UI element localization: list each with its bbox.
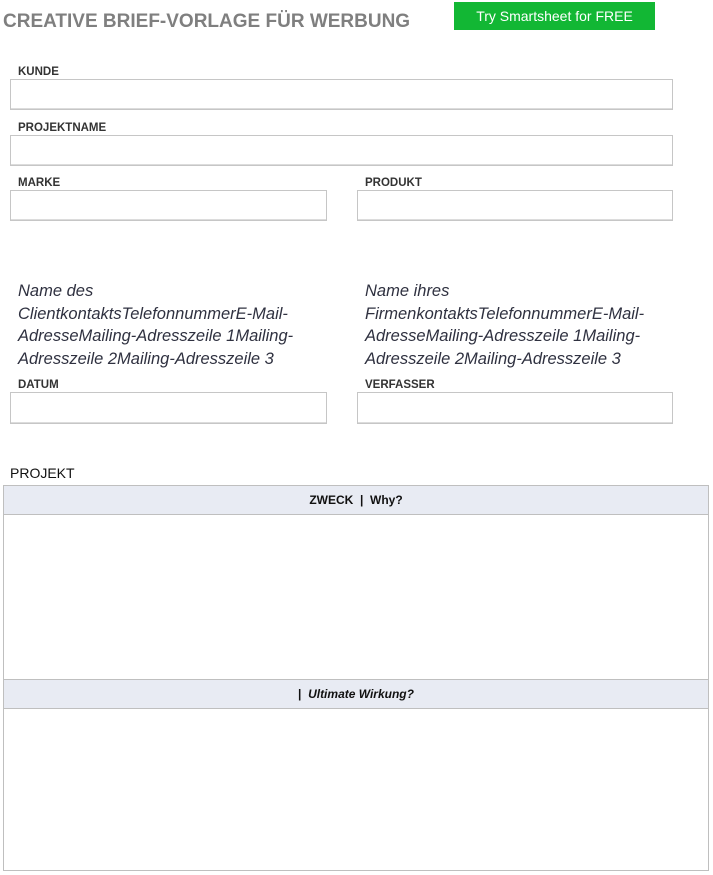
projekt-table xyxy=(3,485,709,871)
zweck-header-why: Why? xyxy=(370,493,403,507)
kunde-label: KUNDE xyxy=(18,66,59,78)
marke-input[interactable] xyxy=(10,190,327,221)
wirkung-textarea[interactable] xyxy=(4,709,708,870)
marke-label: MARKE xyxy=(18,177,61,189)
zweck-textarea[interactable] xyxy=(4,515,708,679)
wirkung-header-label: | xyxy=(298,687,309,701)
projektname-input[interactable] xyxy=(10,135,673,166)
datum-label: DATUM xyxy=(18,379,59,391)
wirkung-content-cell[interactable] xyxy=(4,709,708,870)
zweck-header-label: ZWECK | xyxy=(309,493,370,507)
produkt-label: PRODUKT xyxy=(365,177,422,189)
verfasser-label: VERFASSER xyxy=(365,379,435,391)
zweck-content-cell[interactable] xyxy=(4,515,708,680)
firm-contact-block[interactable]: Name ihres FirmenkontaktsTelefonnummerE-Mail-AdresseMailing-Adresszeile 1Mailing-Adresszeile 2Mailing-Adresszeile 3 xyxy=(365,282,645,368)
kunde-input[interactable] xyxy=(10,79,673,110)
produkt-input[interactable] xyxy=(357,190,673,221)
projektname-label: PROJEKTNAME xyxy=(18,122,107,134)
wirkung-header-question: Ultimate Wirkung? xyxy=(308,687,414,701)
try-smartsheet-button[interactable]: Try Smartsheet for FREE xyxy=(454,2,655,30)
wirkung-header-row xyxy=(4,680,708,709)
projekt-section-label: PROJEKT xyxy=(10,465,75,481)
verfasser-input[interactable] xyxy=(357,392,673,424)
datum-input[interactable] xyxy=(10,392,327,424)
page-title: CREATIVE BRIEF-VORLAGE FÜR WERBUNG xyxy=(3,11,411,32)
client-contact-block[interactable]: Name des ClientkontaktsTelefonnummerE-Mail-AdresseMailing-Adresszeile 1Mailing-Adresszeile 2Mailing-Adresszeile 3 xyxy=(18,282,294,368)
zweck-header-row xyxy=(4,486,708,515)
